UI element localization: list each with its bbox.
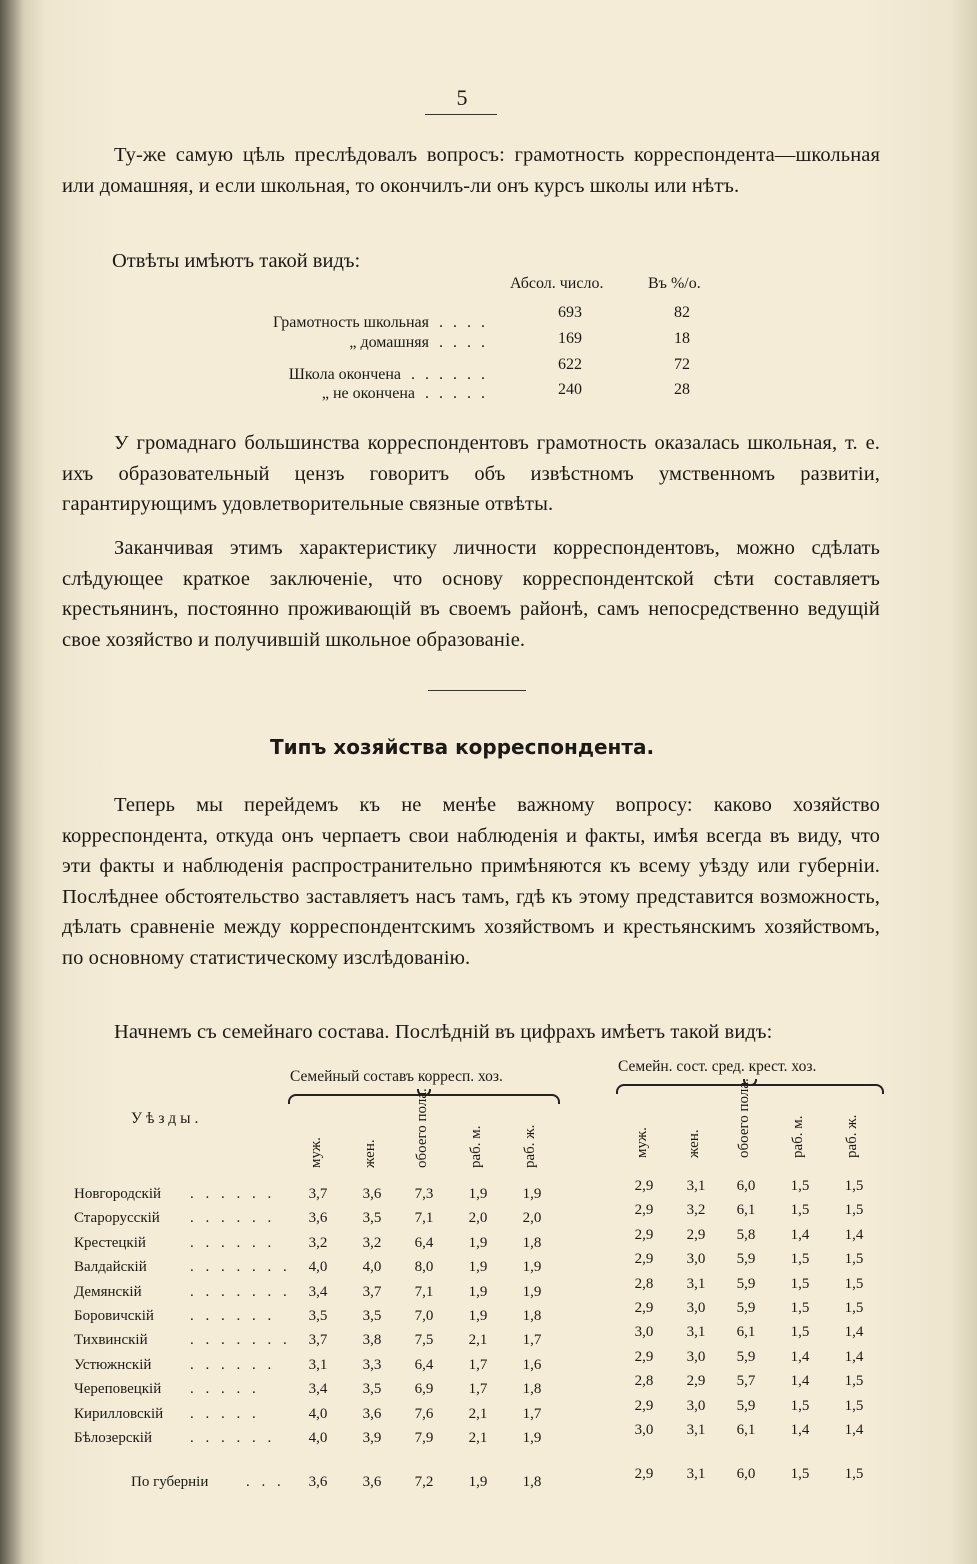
correspondent-value: 1,9 xyxy=(468,1283,488,1300)
correspondent-value: 1,9 xyxy=(522,1430,542,1446)
peasant-value: 1,4 xyxy=(790,1422,810,1438)
literacy-pct-value: 72 xyxy=(674,356,690,373)
paragraph-3-text: Заканчивая этимъ характеристику личности корреспондентовъ, можно сдѣлать слѣдующее краткое заключеніе, что основу корреспондентской сѣти составляетъ крестьянинъ, постоянно проживающій въ своемъ районѣ, самъ непосредственно ведущій свое хозяйство и получившій школьное образованіе. xyxy=(62,537,880,651)
group-header-correspondent: Семейный составъ корресп. хоз. xyxy=(290,1068,503,1085)
correspondent-value: 3,6 xyxy=(308,1474,328,1490)
table-total-row xyxy=(0,1466,977,1498)
peasant-value: 3,0 xyxy=(634,1324,654,1341)
paragraph-4 xyxy=(62,790,880,973)
peasant-value: 1,4 xyxy=(844,1324,864,1341)
leader-dots: . . . . xyxy=(439,334,488,351)
literacy-row xyxy=(0,330,977,354)
peasant-value: 1,4 xyxy=(844,1348,864,1365)
leader-dots: . . . . . . xyxy=(190,1308,276,1324)
correspondent-value: 7,5 xyxy=(414,1332,434,1349)
correspondent-value: 2,0 xyxy=(522,1210,542,1227)
peasant-value: 1,4 xyxy=(844,1422,864,1438)
leader-dots: . . . . . . xyxy=(190,1234,276,1251)
row-header-uezdy: Уѣзды. xyxy=(131,1110,203,1127)
literacy-intro: Отвѣты имѣютъ такой видъ: xyxy=(112,250,361,272)
district-name: Новгородскій xyxy=(74,1186,162,1202)
peasant-value: 3,0 xyxy=(686,1300,706,1316)
peasant-value: 3,1 xyxy=(686,1178,706,1194)
peasant-value: 2,9 xyxy=(634,1397,654,1414)
correspondent-value: 3,2 xyxy=(362,1234,382,1251)
peasant-value: 1,5 xyxy=(844,1202,864,1219)
correspondent-value: 6,4 xyxy=(414,1356,434,1373)
table-row xyxy=(0,1422,977,1454)
literacy-label-text: „ домашняя xyxy=(349,334,429,351)
peasant-value: 5,9 xyxy=(736,1397,756,1414)
district-name: По губерніи xyxy=(131,1474,209,1490)
paragraph-2 xyxy=(62,428,880,520)
correspondent-value: 8,0 xyxy=(414,1259,434,1276)
peasant-value: 3,0 xyxy=(686,1348,706,1365)
peasant-value: 2,9 xyxy=(634,1202,654,1219)
district-name: Устюжнскій xyxy=(74,1356,152,1373)
correspondent-value: 6,9 xyxy=(414,1381,434,1398)
peasant-value: 1,5 xyxy=(790,1178,810,1194)
district-name: Кирилловскій xyxy=(74,1405,164,1422)
column-header: муж. xyxy=(634,1127,650,1158)
correspondent-value: 7,0 xyxy=(414,1308,434,1324)
peasant-value: 3,0 xyxy=(686,1397,706,1414)
peasant-value: 3,0 xyxy=(686,1251,706,1268)
correspondent-value: 1,9 xyxy=(468,1234,488,1251)
correspondent-value: 7,3 xyxy=(414,1186,434,1202)
correspondent-value: 1,8 xyxy=(522,1308,542,1324)
paragraph-1-text: Ту-же самую цѣль преслѣдовалъ вопросъ: грамотность корреспондента—школьная или домашняя, и если школьная, то окончилъ-ли онъ курсъ школы или нѣтъ. xyxy=(62,144,880,197)
peasant-value: 5,9 xyxy=(736,1300,756,1316)
correspondent-value: 3,5 xyxy=(362,1210,382,1227)
correspondent-value: 2,0 xyxy=(468,1210,488,1227)
district-name: Крестецкій xyxy=(74,1234,146,1251)
peasant-value: 2,9 xyxy=(634,1466,654,1482)
correspondent-value: 7,1 xyxy=(414,1210,434,1227)
page-number: 5 xyxy=(456,85,468,110)
literacy-pct-value: 18 xyxy=(674,330,690,347)
group-header-peasant: Семейн. сост. сред. крест. хоз. xyxy=(618,1058,817,1075)
column-header: раб. ж. xyxy=(844,1114,860,1158)
peasant-value: 1,5 xyxy=(844,1397,864,1414)
literacy-row xyxy=(0,356,977,383)
paragraph-4-text: Теперь мы перейдемъ къ не менѣе важному вопросу: каково хозяйство корреспондента, откуда онъ черпаетъ свои наблюденія и факты, имѣя всегда въ виду, что эти факты и наблюденія распространительно примѣняются къ всему уѣзду или губерніи. Послѣднее обстоятельство заставляетъ насъ тамъ, гдѣ къ этому представится возможность, дѣлать сравненіе между корреспондентскимъ хозяйствомъ и крестьянскимъ хозяйствомъ, по основному статистическому изслѣдованію. xyxy=(62,794,880,969)
literacy-label-text: Школа окончена xyxy=(288,366,401,383)
correspondent-value: 1,8 xyxy=(522,1474,542,1490)
correspondent-value: 1,9 xyxy=(468,1474,488,1490)
paragraph-5 xyxy=(62,1017,880,1048)
peasant-value: 2,9 xyxy=(634,1251,654,1268)
literacy-row-label xyxy=(349,334,488,352)
column-header: обоего пола. xyxy=(414,1088,430,1168)
correspondent-value: 3,5 xyxy=(362,1381,382,1398)
peasant-value: 6,1 xyxy=(736,1324,756,1341)
correspondent-value: 3,6 xyxy=(362,1405,382,1422)
peasant-value: 1,5 xyxy=(790,1324,810,1341)
page-number-rule xyxy=(425,114,497,115)
peasant-value: 1,5 xyxy=(844,1251,864,1268)
correspondent-value: 4,0 xyxy=(308,1405,328,1422)
peasant-value: 1,5 xyxy=(844,1300,864,1316)
literacy-pct-value: 28 xyxy=(674,381,690,398)
correspondent-value: 1,9 xyxy=(522,1186,542,1202)
correspondent-value: 1,7 xyxy=(468,1381,488,1398)
peasant-value: 2,9 xyxy=(634,1348,654,1365)
district-name: Череповецкій xyxy=(74,1381,162,1398)
section-divider xyxy=(428,690,526,691)
paragraph-5-text: Начнемъ съ семейнаго состава. Послѣдній въ цифрахъ имѣетъ такой видъ: xyxy=(114,1021,773,1043)
leader-dots: . . . . . . . xyxy=(190,1332,291,1349)
peasant-value: 3,1 xyxy=(686,1466,706,1482)
peasant-value: 1,4 xyxy=(844,1226,864,1243)
peasant-value: 1,5 xyxy=(844,1373,864,1390)
literacy-abs-value: 169 xyxy=(558,330,582,347)
peasant-value: 2,8 xyxy=(634,1275,654,1292)
leader-dots: . . . . . . xyxy=(190,1210,276,1227)
column-header: раб. м. xyxy=(468,1125,484,1168)
correspondent-value: 4,0 xyxy=(362,1259,382,1276)
correspondent-value: 4,0 xyxy=(308,1430,328,1446)
leader-dots: . . . . . . xyxy=(190,1356,276,1373)
column-header: жен. xyxy=(362,1139,378,1168)
correspondent-value: 3,7 xyxy=(362,1283,382,1300)
leader-dots: . . . . . . xyxy=(190,1186,276,1202)
correspondent-value: 1,7 xyxy=(522,1405,542,1422)
correspondent-value: 1,9 xyxy=(468,1308,488,1324)
correspondent-value: 1,6 xyxy=(522,1356,542,1373)
peasant-value: 6,1 xyxy=(736,1422,756,1438)
correspondent-value: 3,6 xyxy=(362,1186,382,1202)
peasant-value: 2,9 xyxy=(634,1300,654,1316)
leader-dots: . . . . . . . xyxy=(190,1283,291,1300)
peasant-value: 1,4 xyxy=(790,1348,810,1365)
peasant-value: 1,5 xyxy=(790,1397,810,1414)
column-header: муж. xyxy=(308,1137,324,1168)
correspondent-value: 3,1 xyxy=(308,1356,328,1373)
district-name: Тихвинскій xyxy=(74,1332,148,1349)
column-header: раб. м. xyxy=(790,1115,806,1158)
peasant-value: 2,8 xyxy=(634,1373,654,1390)
literacy-abs-value: 622 xyxy=(558,356,582,373)
peasant-value: 1,5 xyxy=(844,1466,864,1482)
correspondent-value: 6,4 xyxy=(414,1234,434,1251)
literacy-abs-value: 240 xyxy=(558,381,582,398)
correspondent-value: 3,7 xyxy=(308,1332,328,1349)
leader-dots: . . . xyxy=(246,1474,285,1490)
peasant-value: 1,4 xyxy=(790,1373,810,1390)
correspondent-value: 3,2 xyxy=(308,1234,328,1251)
peasant-value: 5,7 xyxy=(736,1373,756,1390)
peasant-value: 6,0 xyxy=(736,1466,756,1482)
literacy-row xyxy=(0,304,977,331)
correspondent-value: 3,9 xyxy=(362,1430,382,1446)
leader-dots: . . . . . xyxy=(190,1405,260,1422)
correspondent-value: 1,7 xyxy=(468,1356,488,1373)
correspondent-value: 1,8 xyxy=(522,1234,542,1251)
peasant-value: 1,5 xyxy=(790,1300,810,1316)
correspondent-value: 1,7 xyxy=(522,1332,542,1349)
peasant-value: 3,2 xyxy=(686,1202,706,1219)
correspondent-value: 3,7 xyxy=(308,1186,328,1202)
correspondent-value: 7,9 xyxy=(414,1430,434,1446)
peasant-value: 3,0 xyxy=(634,1422,654,1438)
correspondent-value: 2,1 xyxy=(468,1405,488,1422)
peasant-value: 1,5 xyxy=(790,1275,810,1292)
column-header: раб. ж. xyxy=(522,1124,538,1168)
district-name: Старорусскій xyxy=(74,1210,160,1227)
leader-dots: . . . . . xyxy=(425,385,488,402)
peasant-value: 6,0 xyxy=(736,1178,756,1194)
paragraph-2-text: У громаднаго большинства корреспондентовъ грамотность оказалась школьная, т. е. ихъ образовательный цензъ говоритъ объ извѣстномъ умственномъ развитіи, гарантирующимъ удовлетворительные связные отвѣты. xyxy=(62,432,880,515)
correspondent-value: 7,2 xyxy=(414,1474,434,1490)
district-name: Демянскій xyxy=(74,1283,142,1300)
peasant-value: 3,1 xyxy=(686,1275,706,1292)
leader-dots: . . . . . . . xyxy=(190,1259,291,1276)
district-name: Бѣлозерскій xyxy=(74,1430,152,1446)
correspondent-value: 7,1 xyxy=(414,1283,434,1300)
correspondent-value: 2,1 xyxy=(468,1430,488,1446)
correspondent-value: 2,1 xyxy=(468,1332,488,1349)
literacy-label-text: „ не окончена xyxy=(321,385,415,402)
correspondent-value: 1,9 xyxy=(468,1259,488,1276)
peasant-value: 1,5 xyxy=(790,1251,810,1268)
correspondent-value: 3,8 xyxy=(362,1332,382,1349)
peasant-value: 5,9 xyxy=(736,1348,756,1365)
correspondent-value: 3,3 xyxy=(362,1356,382,1373)
correspondent-value: 3,6 xyxy=(308,1210,328,1227)
district-name: Боровичскій xyxy=(74,1308,154,1324)
leader-dots: . . . . . . xyxy=(190,1430,276,1446)
leader-dots: . . . . . . xyxy=(411,366,488,383)
peasant-value: 2,9 xyxy=(634,1178,654,1194)
correspondent-value: 7,6 xyxy=(414,1405,434,1422)
peasant-value: 5,9 xyxy=(736,1251,756,1268)
correspondent-value: 3,6 xyxy=(362,1474,382,1490)
literacy-col-abs: Абсол. число. xyxy=(510,275,604,292)
correspondent-value: 4,0 xyxy=(308,1259,328,1276)
peasant-value: 3,1 xyxy=(686,1324,706,1341)
correspondent-value: 1,9 xyxy=(468,1186,488,1202)
column-header: жен. xyxy=(686,1129,702,1158)
leader-dots: . . . . . xyxy=(190,1381,260,1398)
correspondent-value: 1,9 xyxy=(522,1259,542,1276)
section-heading: Типъ хозяйства корреспондента. xyxy=(269,735,655,759)
literacy-label-text: Грамотность школьная xyxy=(273,314,429,331)
literacy-pct-value: 82 xyxy=(674,304,690,321)
peasant-value: 1,5 xyxy=(844,1178,864,1194)
literacy-abs-value: 693 xyxy=(558,304,582,321)
paragraph-1 xyxy=(62,140,880,201)
correspondent-value: 3,4 xyxy=(308,1283,328,1300)
peasant-value: 2,9 xyxy=(634,1226,654,1243)
peasant-value: 1,5 xyxy=(790,1202,810,1219)
literacy-col-pct: Въ %/о. xyxy=(648,275,701,292)
peasant-value: 2,9 xyxy=(686,1226,706,1243)
correspondent-value: 1,9 xyxy=(522,1283,542,1300)
literacy-row xyxy=(0,381,977,405)
peasant-value: 5,8 xyxy=(736,1226,756,1243)
peasant-value: 6,1 xyxy=(736,1202,756,1219)
district-name: Валдайскій xyxy=(74,1259,147,1276)
leader-dots: . . . . xyxy=(439,314,488,331)
paragraph-3 xyxy=(62,533,880,655)
column-header: обоего пола. xyxy=(736,1078,752,1158)
peasant-value: 3,1 xyxy=(686,1422,706,1438)
correspondent-value: 1,8 xyxy=(522,1381,542,1398)
peasant-value: 1,4 xyxy=(790,1226,810,1243)
peasant-value: 5,9 xyxy=(736,1275,756,1292)
peasant-value: 2,9 xyxy=(686,1373,706,1390)
literacy-row-label xyxy=(322,385,488,403)
peasant-value: 1,5 xyxy=(844,1275,864,1292)
correspondent-value: 3,5 xyxy=(308,1308,328,1324)
correspondent-value: 3,4 xyxy=(308,1381,328,1398)
peasant-value: 1,5 xyxy=(790,1466,810,1482)
correspondent-value: 3,5 xyxy=(362,1308,382,1324)
